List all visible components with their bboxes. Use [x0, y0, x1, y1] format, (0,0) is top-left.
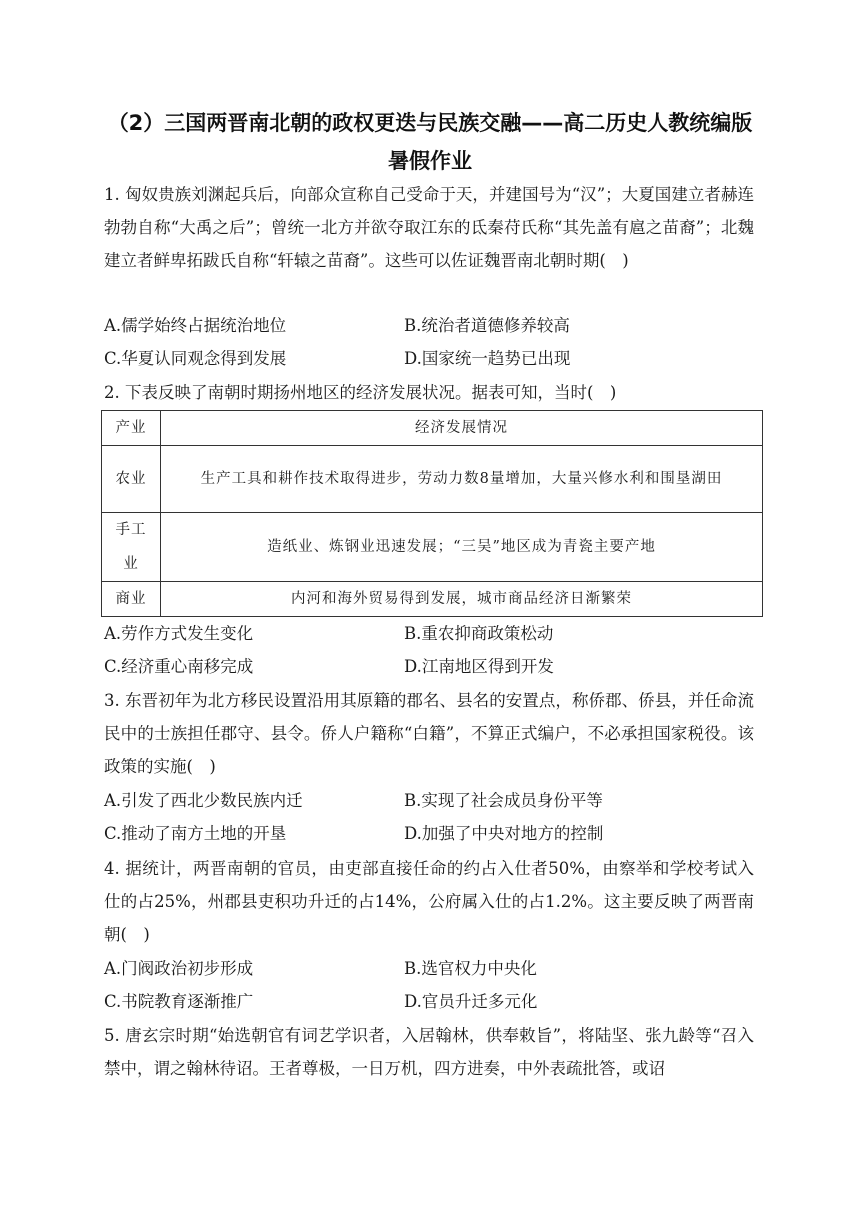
q4-option-c: C.书院教育逐渐推广: [104, 992, 254, 1011]
table-row: [102, 582, 763, 617]
table-header-cell: 经济发展情况: [161, 411, 763, 446]
q4-option-d: D.官员升迁多元化: [404, 992, 538, 1011]
table-cell: 农业: [102, 446, 161, 513]
q1-option-d: D.国家统一趋势已出现: [404, 349, 571, 368]
question-5-stem: 5. 唐玄宗时期“始选朝官有词艺学识者，入居翰林，供奉敕旨”，将陆坚、张九龄等“召入禁中，谓之翰林待诏。王者尊极，一日万机，四方进奏，中外表疏批答，或诏: [104, 1026, 754, 1078]
q1-option-a: A.儒学始终占据统治地位: [104, 316, 287, 335]
question-1-stem: 1. 匈奴贵族刘渊起兵后，向部众宣称自己受命于天，并建国号为“汉”；大夏国建立者赫连勃勃自称“大禹之后”；曾统一北方并欲夺取江东的氐秦苻氏称“其先盖有扈之苗裔”；北魏建立者鲜卑拓跋氏自称“轩辕之苗裔”。这些可以佐证魏晋南北朝时期( ): [104, 185, 754, 270]
question-2-stem: 2. 下表反映了南朝时期扬州地区的经济发展状况。据表可知，当时( ): [104, 383, 617, 402]
question-4-stem: 4. 据统计，两晋南朝的官员，由吏部直接任命的约占入仕者50%，由察举和学校考试入仕的占25%，州郡县吏积功升迁的占14%，公府属入仕的占1.2%。这主要反映了两晋南朝( ): [104, 859, 754, 944]
table-cell: 生产工具和耕作技术取得进步，劳动力数8量增加，大量兴修水利和围垦湖田: [161, 446, 763, 513]
table-row: [102, 446, 763, 513]
q2-option-d: D.江南地区得到开发: [404, 657, 554, 676]
question-3-stem: 3. 东晋初年为北方移民设置沿用其原籍的郡名、县名的安置点，称侨郡、侨县，并任命流民中的士族担任郡守、县令。侨人户籍称“白籍”，不算正式编户，不必承担国家税役。该政策的实施( ): [104, 691, 754, 776]
table-header-row: [102, 411, 763, 446]
table-header-cell: 产业: [102, 411, 161, 446]
q2-option-c: C.经济重心南移完成: [104, 657, 254, 676]
table-cell: 造纸业、炼钢业迅速发展；“三吴”地区成为青瓷主要产地: [161, 513, 763, 582]
q2-option-b: B.重农抑商政策松动: [404, 624, 554, 643]
q2-option-a: A.劳作方式发生变化: [104, 624, 254, 643]
q3-option-d: D.加强了中央对地方的控制: [404, 824, 604, 843]
table-cell: 商业: [102, 582, 161, 617]
q3-option-a: A.引发了西北少数民族内迁: [104, 791, 303, 810]
q1-option-c: C.华夏认同观念得到发展: [104, 349, 287, 368]
table-cell: 内河和海外贸易得到发展，城市商品经济日渐繁荣: [161, 582, 763, 617]
page-title: （2）三国两晋南北朝的政权更迭与民族交融——高二历史人教统编版暑假作业: [107, 111, 753, 173]
q3-option-b: B.实现了社会成员身份平等: [404, 791, 603, 810]
table-row: [102, 513, 763, 582]
q4-option-a: A.门阀政治初步形成: [104, 959, 254, 978]
table-cell: 手工业: [102, 513, 161, 582]
q4-option-b: B.选官权力中央化: [404, 959, 537, 978]
q1-option-b: B.统治者道德修养较高: [404, 316, 570, 335]
economy-table: [101, 410, 763, 617]
q3-option-c: C.推动了南方土地的开垦: [104, 824, 287, 843]
